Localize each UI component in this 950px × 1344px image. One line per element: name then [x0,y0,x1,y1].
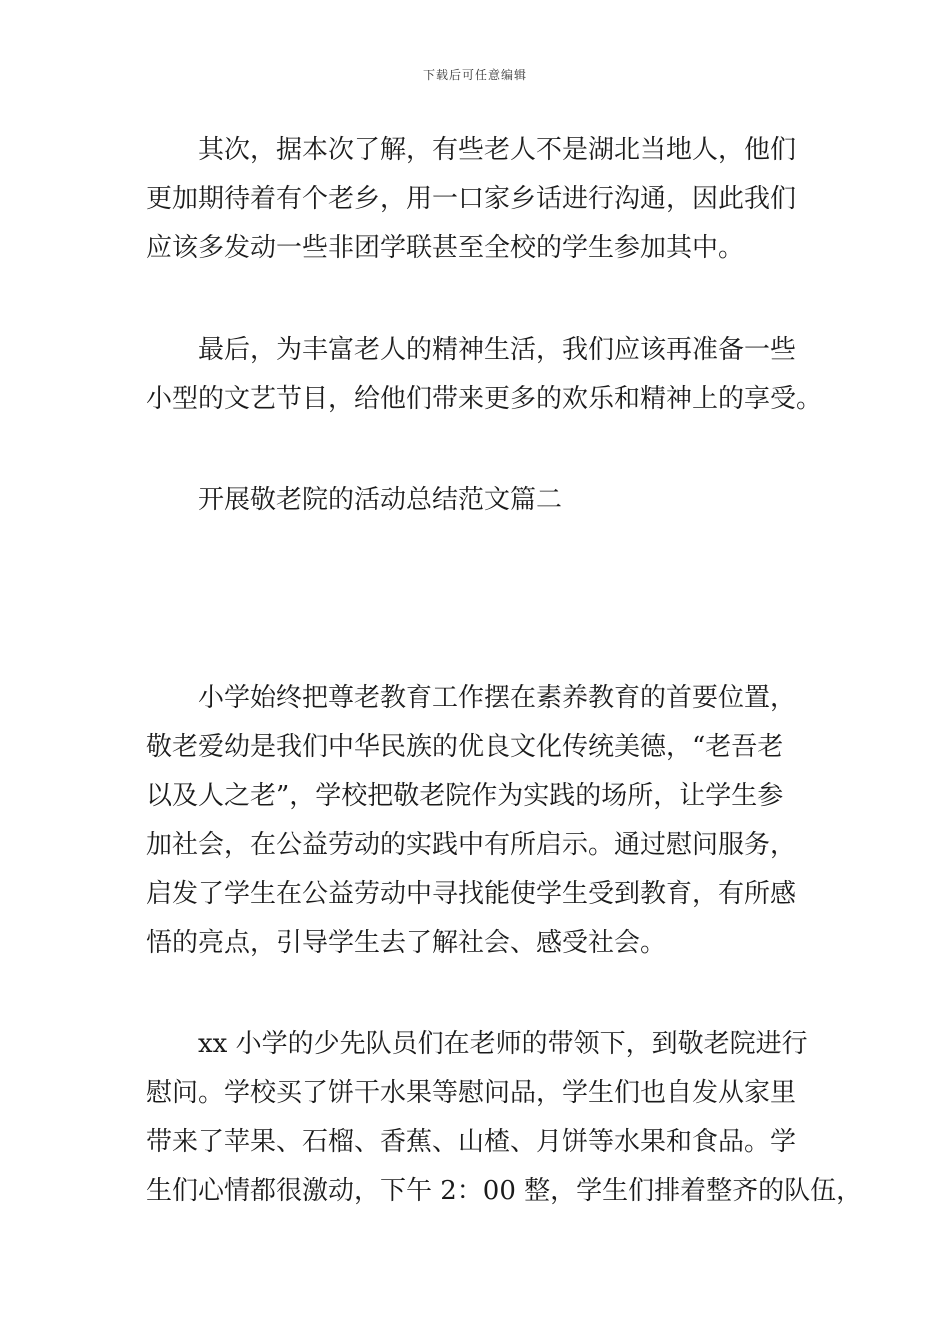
text-line: 加社会，在公益劳动的实践中有所启示。通过慰问服务， [146,830,797,860]
paragraph-4 [146,1020,863,1216]
text-line: 更加期待着有个老乡，用一口家乡话进行沟通，因此我们 [146,184,797,214]
text-line: 小型的文艺节目，给他们带来更多的欢乐和精神上的享受。 [146,384,823,414]
text-line: 启发了学生在公益劳动中寻找能使学生受到教育，有所感 [146,879,797,909]
section-heading [146,476,818,525]
text-line: 慰问。学校买了饼干水果等慰问品，学生们也自发从家里 [146,1078,797,1108]
text-line: 以及人之老”，学校把敬老院作为实践的场所，让学生参 [146,781,784,811]
paragraph-1 [146,126,818,273]
text-line: 敬老爱幼是我们中华民族的优良文化传统美德，“老吾老 [146,732,784,762]
text-line: xx 小学的少先队员们在老师的带领下，到敬老院进行 [198,1029,808,1059]
text-line: 应该多发动一些非团学联甚至全校的学生参加其中。 [146,233,745,263]
page-header: 下载后可任意编辑 [422,68,527,82]
text-line: 悟的亮点，引导学生去了解社会、感受社会。 [146,928,667,958]
text-line: 最后，为丰富老人的精神生活，我们应该再准备一些 [198,335,797,365]
text-line: 其次，据本次了解，有些老人不是湖北当地人，他们 [198,135,797,165]
paragraph-2 [146,326,823,424]
paragraph-3 [146,674,818,968]
text-line: 小学始终把尊老教育工作摆在素养教育的首要位置， [198,683,797,713]
text-line: 带来了苹果、石榴、香蕉、山楂、月饼等水果和食品。学 [146,1127,797,1157]
text-line: 生们心情都很激动，下午 2：00 整，学生们排着整齐的队伍， [146,1176,863,1206]
section-heading-text: 开展敬老院的活动总结范文篇二 [198,485,563,515]
